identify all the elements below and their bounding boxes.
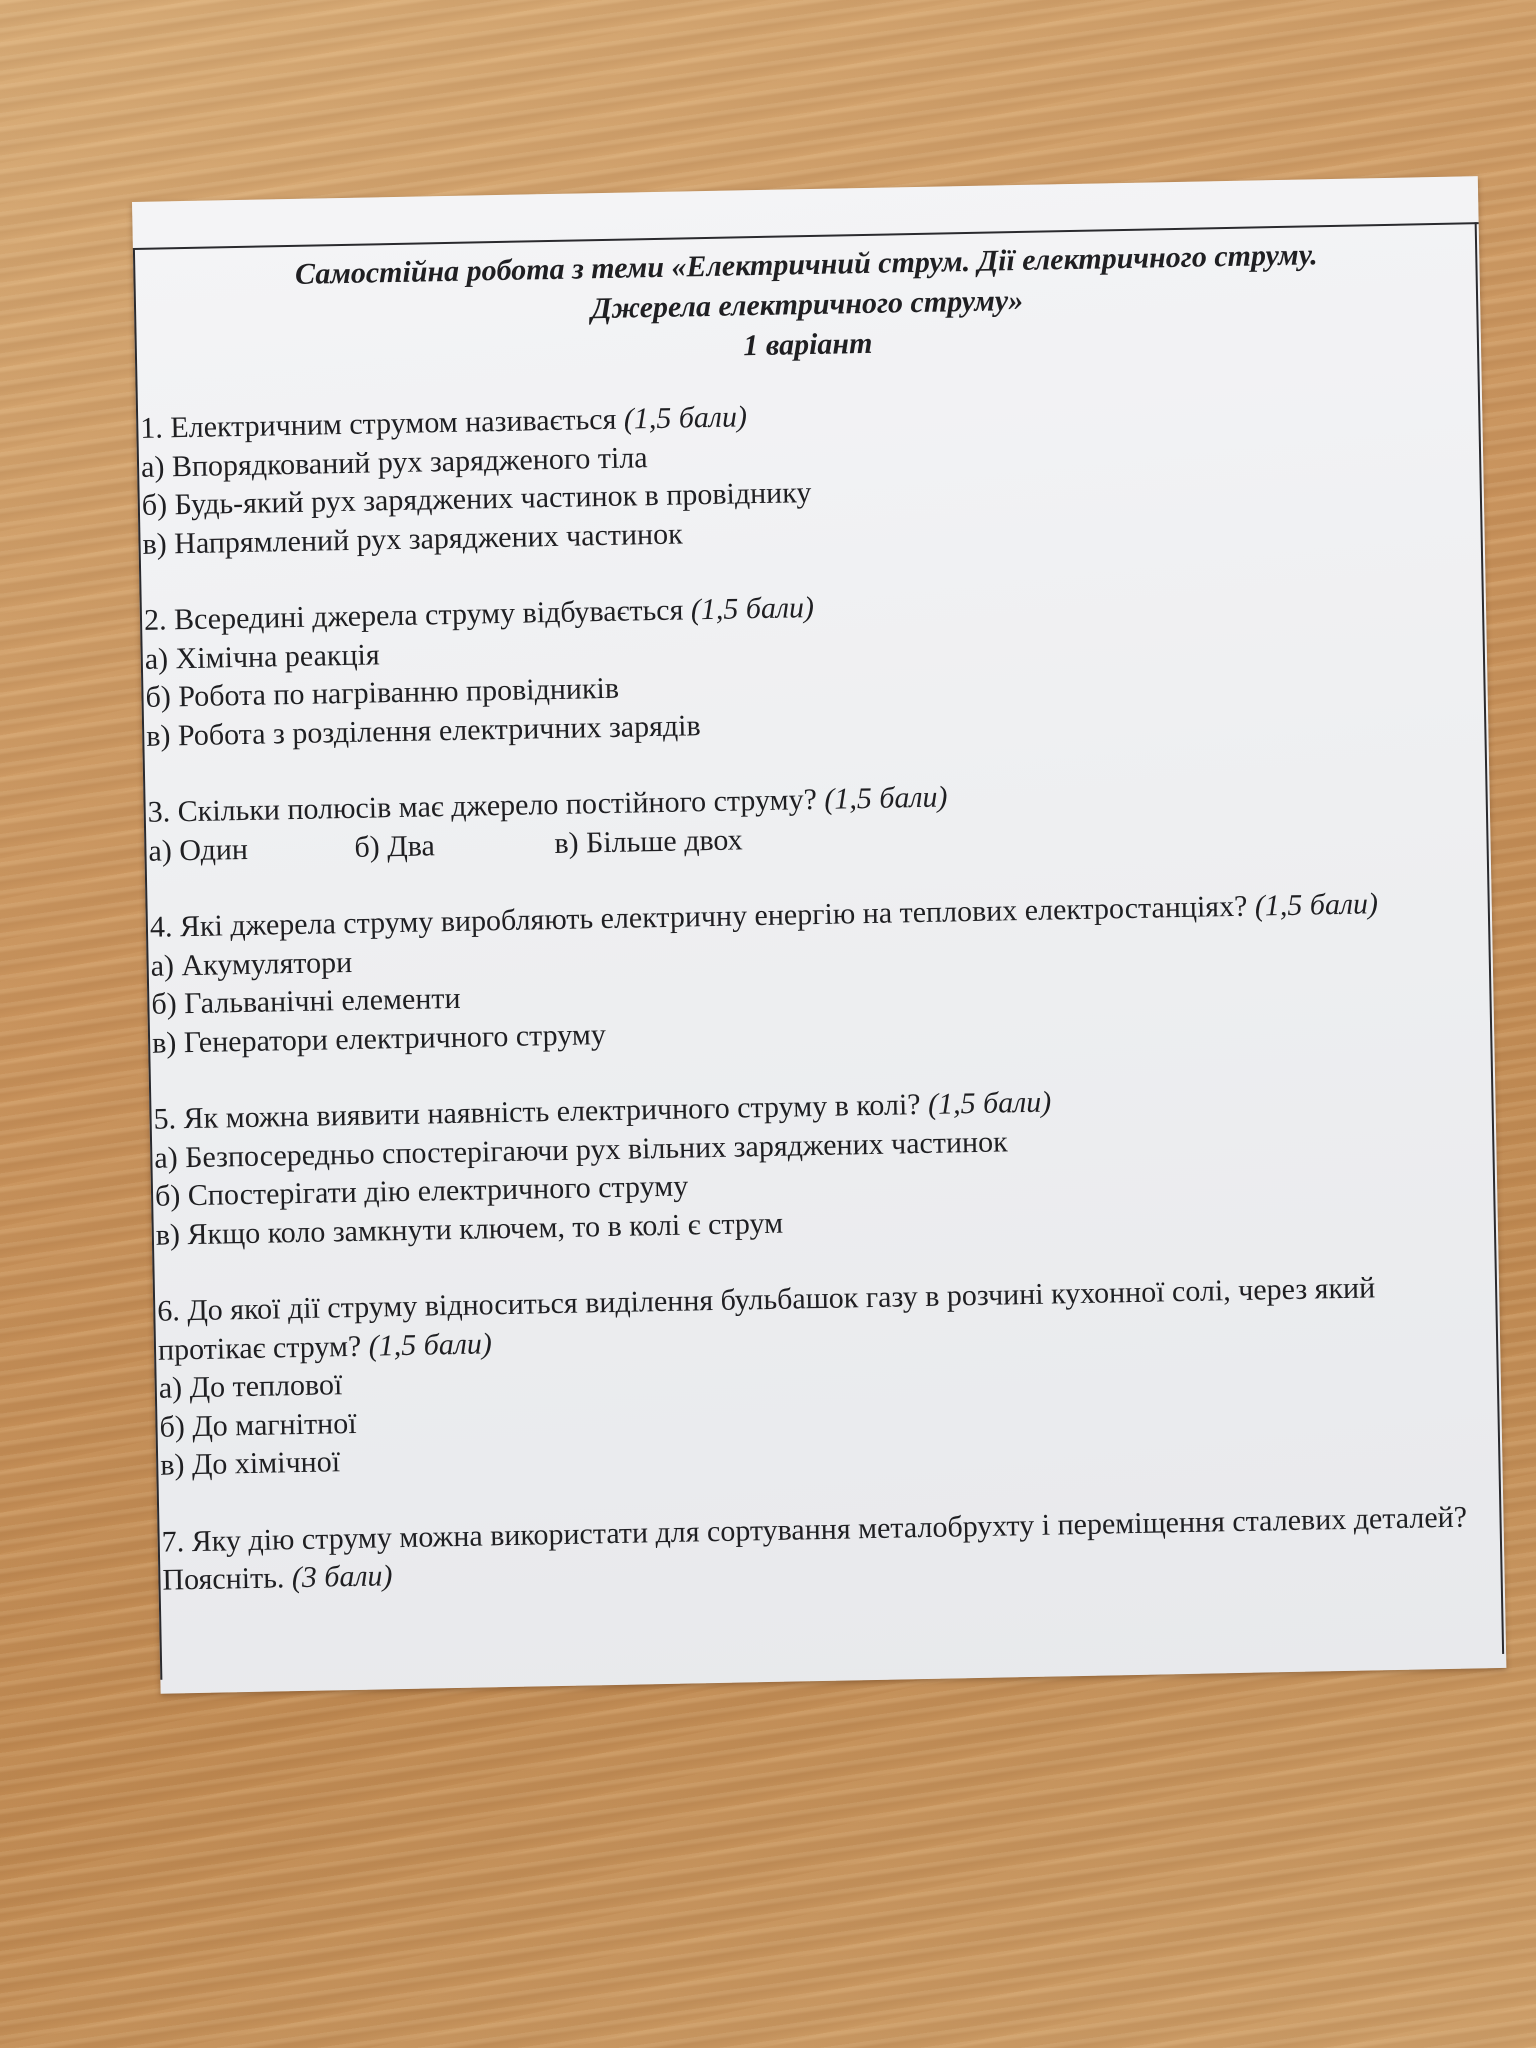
question-4-option-b: б) Гальванічні елементи [151, 981, 461, 1021]
variant-label: 1 варіант [743, 326, 873, 363]
question-3-points: (1,5 бали) [824, 780, 948, 816]
question-5-option-c: в) Якщо коло замкнути ключем, то в колі є струм [155, 1206, 784, 1252]
question-2-option-b: б) Робота по нагріванню провідників [145, 671, 620, 714]
question-3 [147, 769, 1460, 871]
question-1 [140, 385, 1455, 564]
title-line-2: Джерела електричного струму» [590, 283, 1024, 326]
question-4-text: 4. Які джерела струму виробляють електричну енергію на теплових електростанціях? [149, 889, 1248, 944]
question-2-points: (1,5 бали) [690, 590, 815, 627]
question-1-option-a: а) Впорядкований рух зарядженого тіла [140, 440, 648, 484]
title-line-1: Самостійна робота з теми «Електричний струм. Дії електричного струму. [294, 238, 1318, 291]
question-7-points: (3 бали) [291, 1559, 393, 1595]
right-border-line [1475, 222, 1504, 1654]
question-4-option-a: а) Акумулятори [150, 945, 353, 983]
question-list [140, 385, 1475, 1638]
question-2-text: 2. Всередині джерела струму відбувається [143, 593, 684, 637]
question-3-option-b: б) Два [354, 828, 436, 864]
question-5-option-b: б) Спостерігати дію електричного струму [154, 1169, 689, 1213]
question-5 [153, 1076, 1468, 1255]
question-4-option-c: в) Генератори електричного струму [151, 1017, 607, 1060]
question-5-text: 5. Як можна виявити наявність електричного струму в колі? [153, 1088, 921, 1136]
question-6 [157, 1268, 1472, 1486]
question-4 [150, 884, 1465, 1063]
question-2 [144, 577, 1459, 756]
question-2-option-c: в) Робота з розділення електричних зарядів [145, 708, 701, 753]
question-7 [161, 1498, 1474, 1600]
question-3-option-c: в) Більше двох [554, 822, 743, 860]
question-1-text: 1. Електричним струмом називається [140, 402, 617, 445]
question-6-option-a: а) До теплової [158, 1368, 343, 1405]
question-5-points: (1,5 бали) [927, 1085, 1052, 1121]
question-1-option-c: в) Напрямлений рух заряджених частинок [142, 516, 683, 561]
worksheet-title [173, 233, 1441, 377]
question-5-option-a: а) Безпосередньо спостерігаючи рух вільних заряджених частинок [154, 1124, 1008, 1175]
question-6-text: 6. До якої дії струму відноситься виділення бульбашок газу в розчині кухонної солі, через який протікає струм? [156, 1271, 1376, 1367]
worksheet-paper [132, 176, 1506, 1694]
question-7-line [161, 1498, 1474, 1600]
question-3-text: 3. Скільки полюсів має джерело постійного струму? [147, 782, 818, 829]
question-4-points: (1,5 бали) [1254, 887, 1379, 923]
question-3-option-a: а) Один [148, 832, 249, 868]
question-6-option-c: в) До хімічної [159, 1445, 341, 1482]
question-1-option-b: б) Будь-який рух заряджених частинок в провіднику [141, 476, 812, 522]
question-6-points: (1,5 бали) [368, 1326, 493, 1363]
question-6-option-b: б) До магнітної [159, 1406, 357, 1444]
question-2-option-a: а) Хімічна реакція [144, 637, 380, 676]
question-7-text: 7. Яку дію струму можна використати для сортування металобрухту і переміщення сталевих деталей? Поясніть. [161, 1500, 1468, 1597]
question-1-points: (1,5 бали) [623, 400, 748, 436]
